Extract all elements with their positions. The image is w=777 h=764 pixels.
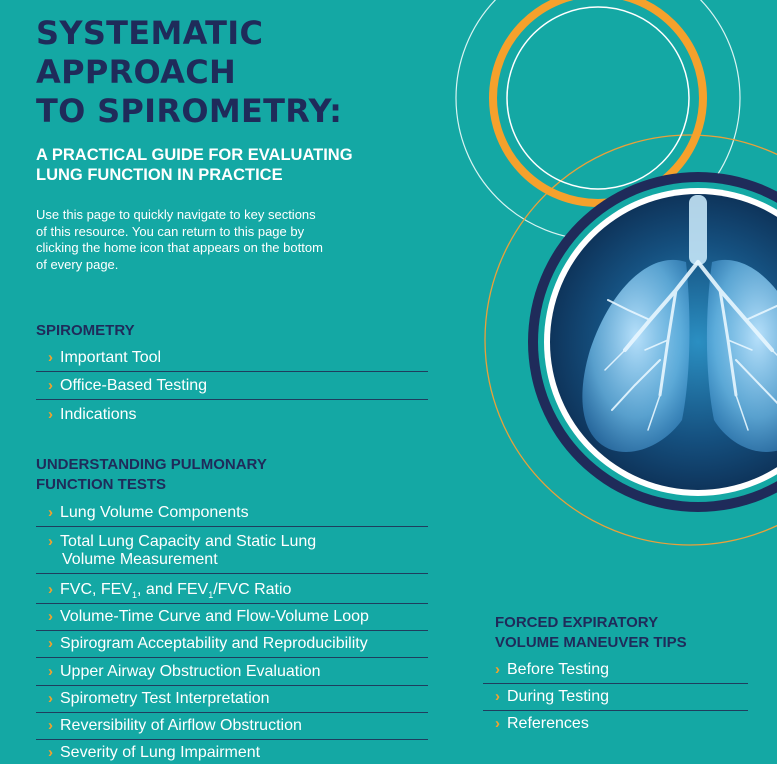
- fev-subscript-2: 1: [208, 590, 214, 601]
- chevron-right-icon: ›: [48, 349, 53, 366]
- nav-link-severity-lung-impairment[interactable]: [36, 742, 428, 762]
- intro-text: [36, 207, 396, 273]
- fev-subscript-1: 1: [132, 590, 138, 601]
- nav-link-important-tool[interactable]: [36, 347, 428, 372]
- nav-link-spirometry-test-interpretation[interactable]: [36, 688, 428, 713]
- nav-link-indications[interactable]: [36, 404, 428, 428]
- nav-link-lung-volume-components[interactable]: [36, 502, 428, 527]
- section-heading-fev-line-2: VOLUME MANEUVER TIPS: [495, 634, 687, 651]
- spirometry-nav-list: [36, 347, 428, 432]
- chevron-right-icon: ›: [48, 690, 53, 707]
- nav-link-during-testing[interactable]: [483, 686, 748, 711]
- nav-link-reversibility-airflow[interactable]: [36, 715, 428, 740]
- section-heading-pft-line-2: FUNCTION TESTS: [36, 476, 166, 493]
- nav-link-label: Office-Based Testing: [60, 377, 208, 394]
- trachea-shape: [689, 195, 707, 265]
- nav-link-label: Lung Volume Components: [60, 504, 249, 521]
- fev-part-1: FVC, FEV: [60, 581, 133, 598]
- chevron-right-icon: ›: [48, 504, 53, 521]
- fev-part-3: /FVC Ratio: [213, 581, 292, 598]
- pft-nav-list: [36, 502, 428, 762]
- intro-line-4: of every page.: [36, 256, 119, 272]
- section-heading-fev-tips: [495, 613, 687, 653]
- nav-link-volume-time-curve[interactable]: [36, 606, 428, 631]
- lungs-illustration: [440, 0, 777, 600]
- nav-link-label: [60, 531, 424, 569]
- nav-link-office-based-testing[interactable]: [36, 375, 428, 400]
- nav-link-label: Reversibility of Airflow Obstruction: [60, 717, 302, 734]
- nav-link-label: References: [507, 715, 589, 732]
- chevron-right-icon: ›: [48, 663, 53, 680]
- title-line-2: APPROACH: [36, 53, 237, 91]
- nav-link-upper-airway-obstruction[interactable]: [36, 661, 428, 686]
- chevron-right-icon: ›: [48, 581, 53, 598]
- nav-link-total-lung-capacity[interactable]: [36, 531, 428, 574]
- title-line-1: SYSTEMATIC: [36, 14, 264, 52]
- chevron-right-icon: ›: [495, 688, 500, 705]
- nav-link-spirogram-acceptability[interactable]: [36, 633, 428, 658]
- section-heading-spirometry: [36, 321, 135, 341]
- chevron-right-icon: ›: [48, 377, 53, 394]
- nav-link-label: Spirogram Acceptability and Reproducibility: [60, 635, 368, 652]
- section-heading-pft-line-1: UNDERSTANDING PULMONARY: [36, 456, 267, 473]
- nav-link-references[interactable]: [483, 713, 748, 737]
- intro-line-2: of this resource. You can return to this page by: [36, 223, 305, 239]
- chevron-right-icon: ›: [48, 608, 53, 625]
- chevron-right-icon: ›: [495, 715, 500, 732]
- section-heading-fev-line-1: FORCED EXPIRATORY: [495, 614, 659, 631]
- chevron-right-icon: ›: [48, 533, 53, 550]
- page-title: [36, 14, 342, 131]
- nav-link-label: Important Tool: [60, 349, 162, 366]
- title-line-3: TO SPIROMETRY:: [36, 92, 343, 130]
- subtitle-line-1: A PRACTICAL GUIDE FOR EVALUATING: [36, 146, 353, 164]
- intro-line-1: Use this page to quickly navigate to key sections: [36, 207, 316, 222]
- nav-link-before-testing[interactable]: [483, 659, 748, 684]
- fev-tips-nav-list: [483, 659, 748, 739]
- section-heading-spirometry-text: SPIROMETRY: [36, 322, 135, 339]
- section-heading-pft: [36, 455, 267, 495]
- chevron-right-icon: ›: [48, 744, 53, 761]
- white-inner-ring: [507, 7, 689, 189]
- chevron-right-icon: ›: [48, 406, 53, 423]
- nav-link-label-line-1: Total Lung Capacity and Static Lung: [60, 533, 317, 550]
- nav-link-label: During Testing: [507, 688, 609, 705]
- chevron-right-icon: ›: [48, 635, 53, 652]
- nav-link-label: Severity of Lung Impairment: [60, 744, 261, 761]
- nav-link-label-line-2: Volume Measurement: [62, 551, 218, 568]
- nav-link-fvc-fev1-ratio[interactable]: [36, 579, 428, 604]
- nav-link-label: Upper Airway Obstruction Evaluation: [60, 663, 321, 680]
- nav-link-label: Indications: [60, 406, 137, 423]
- nav-link-label: Volume-Time Curve and Flow-Volume Loop: [60, 608, 369, 625]
- chevron-right-icon: ›: [48, 717, 53, 734]
- chevron-right-icon: ›: [495, 661, 500, 678]
- page-subtitle: [36, 145, 353, 185]
- nav-link-label: [60, 579, 424, 604]
- orange-thick-ring: [493, 0, 703, 203]
- subtitle-line-2: LUNG FUNCTION IN PRACTICE: [36, 166, 283, 184]
- intro-line-3: clicking the home icon that appears on the bottom: [36, 240, 323, 255]
- nav-link-label: Before Testing: [507, 661, 609, 678]
- fev-part-2: , and FEV: [137, 581, 209, 598]
- nav-link-label: Spirometry Test Interpretation: [60, 690, 270, 707]
